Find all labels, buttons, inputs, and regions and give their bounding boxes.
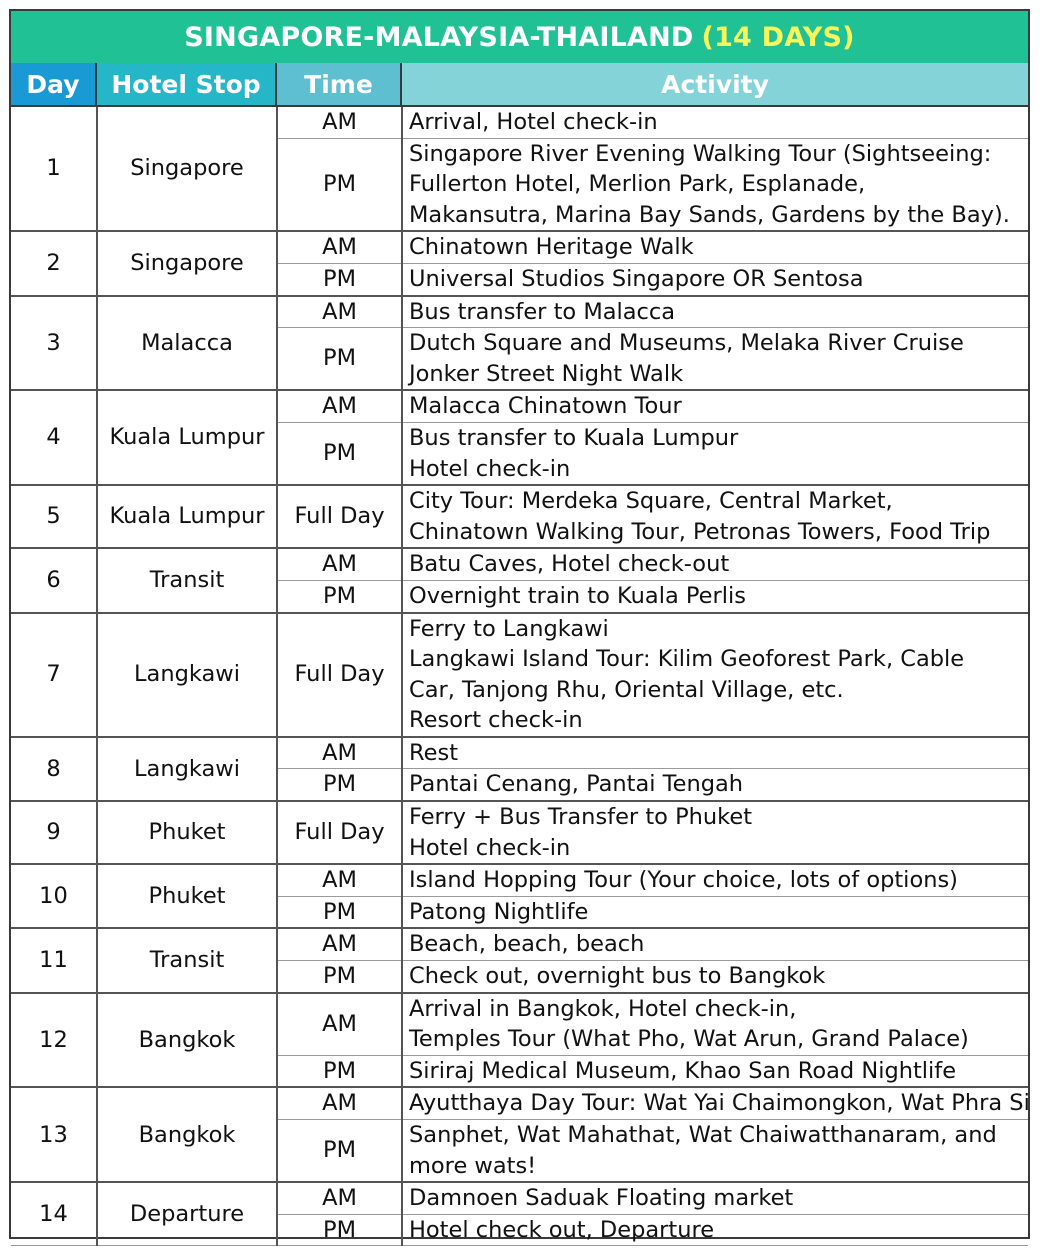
activity-cell: [402, 263, 1028, 295]
hotel-stop: Transit: [97, 548, 277, 612]
table-row: [11, 864, 1028, 896]
header-day: Day: [11, 63, 97, 107]
activity-line: Hotel check out, Departure: [409, 1216, 715, 1243]
activity-line: Check out, overnight bus to Bangkok: [409, 963, 826, 990]
activity-cell: [402, 993, 1028, 1056]
table-row: [11, 296, 1028, 328]
activity-line: Dutch Square and Museums, Melaka River Cruise: [409, 330, 964, 357]
day-number: 2: [11, 231, 97, 295]
time-slot: AM: [277, 548, 402, 580]
activity-line: Malacca Chinatown Tour: [409, 393, 682, 420]
time-slot: AM: [277, 390, 402, 422]
time-slot: PM: [277, 1055, 402, 1087]
activity-line: Chinatown Heritage Walk: [409, 234, 694, 261]
activity-line: Bus transfer to Malacca: [409, 298, 676, 325]
activity-line: Ferry + Bus Transfer to Phuket: [409, 804, 753, 831]
activity-line: Overnight train to Kuala Perlis: [409, 582, 746, 609]
table-title: [11, 11, 1028, 63]
activity-line: Arrival, Hotel check-in: [409, 109, 658, 135]
activity-cell: [402, 548, 1028, 580]
activity-line: Pantai Cenang, Pantai Tengah: [409, 771, 744, 798]
activity-cell: [402, 390, 1028, 422]
table-row: [11, 231, 1028, 263]
hotel-stop: Langkawi: [97, 737, 277, 801]
time-slot: PM: [277, 1214, 402, 1246]
activity-line: Universal Studios Singapore OR Sentosa: [409, 265, 864, 292]
day-number: 13: [11, 1087, 97, 1182]
activity-cell: [402, 928, 1028, 960]
activity-line: Car, Tanjong Rhu, Oriental Village, etc.: [409, 676, 844, 703]
time-slot: AM: [277, 107, 402, 138]
hotel-stop: Departure: [97, 1182, 277, 1246]
time-slot: PM: [277, 422, 402, 485]
day-number: 3: [11, 296, 97, 391]
activity-line: Arrival in Bangkok, Hotel check-in,: [409, 995, 797, 1022]
time-slot: Full Day: [277, 485, 402, 548]
activity-line: Hotel check-in: [409, 455, 571, 482]
activity-cell: [402, 485, 1028, 548]
day-number: 5: [11, 485, 97, 548]
activity-line: Hotel check-in: [409, 834, 571, 861]
activity-line: more wats!: [409, 1152, 537, 1179]
header-hotel-stop: Hotel Stop: [97, 63, 277, 107]
table-row: [11, 107, 1028, 138]
activity-cell: [402, 1087, 1028, 1119]
table-row: [11, 485, 1028, 548]
title-duration: (14 DAYS): [701, 21, 855, 53]
time-slot: PM: [277, 961, 402, 993]
activity-line: City Tour: Merdeka Square, Central Market,: [409, 488, 893, 515]
activity-cell: [402, 296, 1028, 328]
activity-cell: [402, 961, 1028, 993]
activity-line: Fullerton Hotel, Merlion Park, Esplanade,: [409, 171, 866, 198]
time-slot: PM: [277, 769, 402, 801]
time-slot: PM: [277, 138, 402, 231]
hotel-stop: Phuket: [97, 801, 277, 864]
activity-cell: [402, 769, 1028, 801]
hotel-stop: Kuala Lumpur: [97, 485, 277, 548]
header-activity: Activity: [402, 63, 1028, 107]
time-slot: AM: [277, 1182, 402, 1214]
time-slot: PM: [277, 1120, 402, 1183]
activity-cell: [402, 107, 1028, 138]
activity-line: Damnoen Saduak Floating market: [409, 1185, 794, 1212]
title-main: SINGAPORE-MALAYSIA-THAILAND: [184, 21, 694, 53]
activity-cell: [402, 231, 1028, 263]
time-slot: PM: [277, 896, 402, 928]
hotel-stop: Phuket: [97, 864, 277, 928]
activity-line: Jonker Street Night Walk: [409, 360, 684, 387]
activity-line: Langkawi Island Tour: Kilim Geoforest Park, Cable: [409, 646, 965, 673]
hotel-stop: Bangkok: [97, 993, 277, 1088]
activity-cell: [402, 1214, 1028, 1246]
day-number: 12: [11, 993, 97, 1088]
table-row: [11, 548, 1028, 580]
activity-cell: [402, 864, 1028, 896]
hotel-stop: Singapore: [97, 107, 277, 231]
time-slot: AM: [277, 864, 402, 896]
activity-cell: [402, 580, 1028, 612]
day-number: 14: [11, 1182, 97, 1246]
activity-line: Ferry to Langkawi: [409, 615, 609, 642]
hotel-stop: Bangkok: [97, 1087, 277, 1182]
day-number: 1: [11, 107, 97, 231]
table-row: [11, 390, 1028, 422]
time-slot: PM: [277, 328, 402, 391]
day-number: 10: [11, 864, 97, 928]
activity-line: Temples Tour (What Pho, Wat Arun, Grand Palace): [409, 1026, 969, 1053]
activity-line: Island Hopping Tour (Your choice, lots of options): [409, 867, 958, 894]
activity-line: Resort check-in: [409, 707, 583, 734]
activity-line: Makansutra, Marina Bay Sands, Gardens by the Bay).: [409, 201, 1010, 228]
activity-line: Chinatown Walking Tour, Petronas Towers, Food Trip: [409, 518, 991, 545]
activity-line: Singapore River Evening Walking Tour (Sightseeing:: [409, 140, 992, 167]
table-row: [11, 801, 1028, 864]
hotel-stop: Malacca: [97, 296, 277, 391]
activity-cell: [402, 1120, 1028, 1183]
activity-cell: [402, 1055, 1028, 1087]
activity-cell: [402, 328, 1028, 391]
time-slot: PM: [277, 263, 402, 295]
time-slot: Full Day: [277, 613, 402, 737]
activity-cell: [402, 737, 1028, 769]
activity-line: Bus transfer to Kuala Lumpur: [409, 424, 739, 451]
table-row: [11, 737, 1028, 769]
activity-line: Patong Nightlife: [409, 898, 589, 925]
activity-line: Beach, beach, beach: [409, 931, 645, 958]
itinerary-body: [11, 107, 1028, 1246]
time-slot: AM: [277, 928, 402, 960]
time-slot: AM: [277, 296, 402, 328]
table-row: [11, 1182, 1028, 1214]
activity-cell: [402, 1182, 1028, 1214]
activity-cell: [402, 138, 1028, 231]
activity-line: Rest: [409, 739, 459, 766]
day-number: 9: [11, 801, 97, 864]
header-time: Time: [277, 63, 402, 107]
activity-line: Siriraj Medical Museum, Khao San Road Nightlife: [409, 1057, 957, 1084]
time-slot: PM: [277, 580, 402, 612]
hotel-stop: Langkawi: [97, 613, 277, 737]
activity-cell: [402, 801, 1028, 864]
time-slot: Full Day: [277, 801, 402, 864]
day-number: 11: [11, 928, 97, 992]
table-row: [11, 613, 1028, 737]
hotel-stop: Singapore: [97, 231, 277, 295]
table-row: [11, 993, 1028, 1056]
activity-line: Ayutthaya Day Tour: Wat Yai Chaimongkon, Wat Phra Si: [409, 1090, 1030, 1117]
time-slot: AM: [277, 1087, 402, 1119]
time-slot: AM: [277, 231, 402, 263]
activity-line: Sanphet, Wat Mahathat, Wat Chaiwatthanaram, and: [409, 1122, 997, 1148]
activity-line: Batu Caves, Hotel check-out: [409, 551, 730, 578]
day-number: 6: [11, 548, 97, 612]
hotel-stop: Kuala Lumpur: [97, 390, 277, 485]
table-row: [11, 1087, 1028, 1119]
table-row: [11, 928, 1028, 960]
hotel-stop: Transit: [97, 928, 277, 992]
activity-cell: [402, 613, 1028, 737]
activity-cell: [402, 896, 1028, 928]
day-number: 4: [11, 390, 97, 485]
time-slot: AM: [277, 993, 402, 1056]
activity-cell: [402, 422, 1028, 485]
time-slot: AM: [277, 737, 402, 769]
day-number: 7: [11, 613, 97, 737]
itinerary-table: [9, 9, 1030, 1243]
day-number: 8: [11, 737, 97, 801]
